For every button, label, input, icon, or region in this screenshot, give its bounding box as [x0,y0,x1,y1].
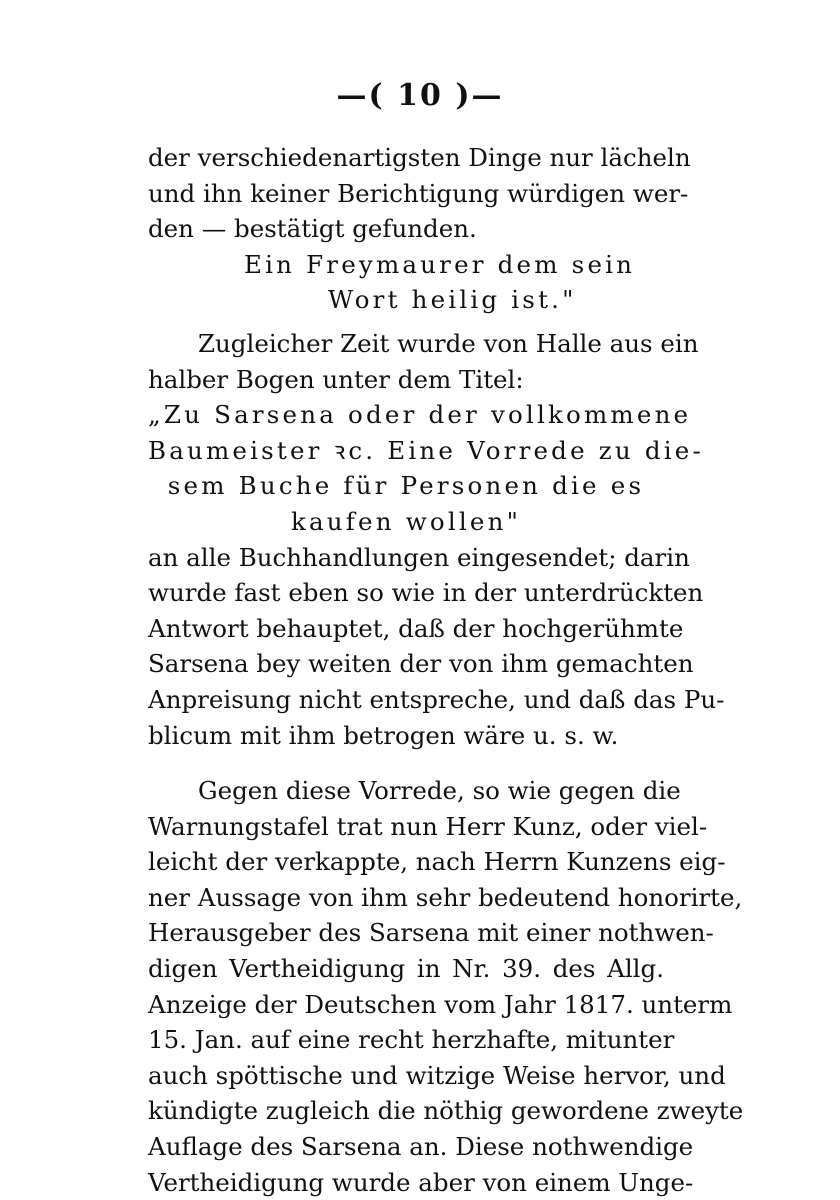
text-line: auch spöttische und witzige Weise hervor, und [148,1060,726,1090]
signature-line: Wort heilig ist." [328,285,577,315]
text-line: halber Bogen unter dem Titel: [148,364,524,394]
body-text [148,140,744,1200]
quoted-title-line: kaufen wollen" [290,506,522,536]
text-line: Herausgeber des Sarsena mit einer nothwen- [148,918,714,948]
text-line: an alle Buchhandlungen eingesendet; darin [148,542,690,572]
text-line: Auflage des Sarsena an. Diese nothwendige [148,1132,694,1162]
text-line: Anpreisung nicht entspreche, und daß das Pu- [148,684,725,714]
text-line: digen Vertheidigung in Nr. 39. des Allg. [148,954,664,984]
text-line: wurde fast eben so wie in der unterdrückten [148,578,704,608]
text-line: leicht der verkappte, nach Herrn Kunzens eig- [148,847,726,877]
text-line: Gegen diese Vorrede, so wie gegen die [198,776,681,806]
text-line: Anzeige der Deutschen vom Jahr 1817. unterm [148,989,733,1019]
text-line: kündigte zugleich die nöthig gewordene zweyte [148,1096,744,1126]
text-line: und ihn keiner Berichtigung würdigen wer- [148,178,689,208]
text-line: ner Aussage von ihm sehr bedeutend honorirte, [148,882,743,912]
text-line: Sarsena bey weiten der von ihm gemachten [148,649,694,679]
quoted-title-line: „Zu Sarsena oder der vollkommene [148,400,692,430]
text-line: blicum mit ihm betrogen wäre u. s. w. [148,720,619,750]
text-line: 15. Jan. auf eine recht herzhafte, mitunter [148,1025,675,1055]
text-line: Vertheidigung wurde aber von einem Unge- [148,1167,694,1197]
text-line: Zugleicher Zeit wurde von Halle aus ein [198,328,699,358]
page-number: —( 10 )— [336,78,504,113]
text-line: Antwort behauptet, daß der hochgerühmte [148,613,684,643]
quoted-title-line: sem Buche für Personen die es [167,471,645,501]
text-line: den — bestätigt gefunden. [148,214,477,244]
text-line: der verschiedenartigsten Dinge nur lächeln [148,143,691,172]
text-line: Warnungstafel trat nun Herr Kunz, oder viel- [148,811,708,841]
signature-line: Ein Freymaurer dem sein [244,249,636,279]
quoted-title-line: Baumeister ꝛc. Eine Vorrede zu die- [148,435,704,465]
